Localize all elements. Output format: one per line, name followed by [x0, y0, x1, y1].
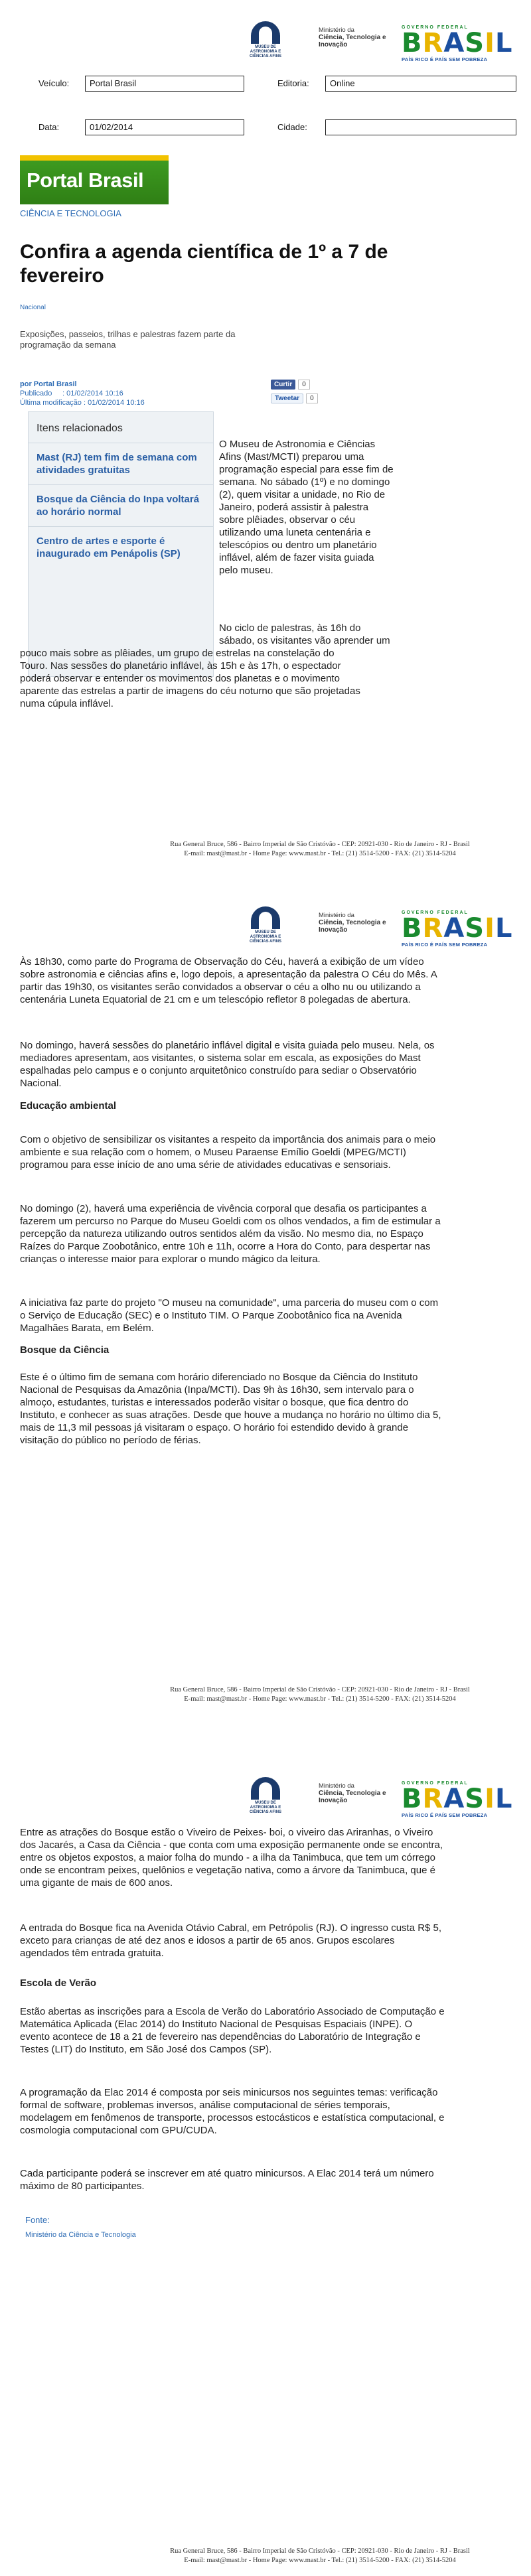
ministerio-label [319, 27, 398, 48]
observatory-dome-icon [251, 1777, 280, 1800]
paragraph-palestras-top: No ciclo de palestras, às 16h do sábado, os visitantes vão aprender um [219, 622, 390, 646]
published-label: Publicado [20, 390, 52, 397]
veiculo-label: Veículo: [38, 78, 70, 88]
observatory-dome-icon [251, 21, 280, 44]
ministerio-line2: Ciência, Tecnologia e Inovação [319, 34, 386, 48]
paragraph-museu-comunidade: A iniciativa faz parte do projeto "O museu na comunidade", uma parceria do museu com o com o Serviço de Educação (SEC) e o Instituto TIM. O Parque Zoobotânico fica na Avenida Magalhães Barata, em Belém. [20, 1297, 439, 1334]
source-link[interactable]: Ministério da Ciência e Tecnologia [25, 2231, 136, 2239]
article-headline: Confira a agenda científica de 1º a 7 de fevereiro [20, 241, 388, 287]
paragraph-domingo-mast: No domingo, haverá sessões do planetário inflável digital e visita guiada pelo museu. Nela, os mediadores apresentam, aos visitantes, o sistema solar em escala, as exposições do Mast espalhadas pelo campus e o conjunto arquitetônico construído para sediar o Observatório Nacional. [20, 1040, 435, 1089]
museu-name: MUSEU DE ASTRONOMIA E CIÊNCIAS AFINS [249, 930, 282, 944]
tweet-button[interactable]: Tweetar [271, 394, 303, 403]
paragraph-goeldi: Com o objetivo de sensibilizar os visitantes a respeito da importância dos animais para o meio ambiente e sua relação com o homem, o Museu Paraense Emílio Goeldi (MPEG/MCTI) programou para esse início de ano uma série de atividades educativas e sensoriais. [20, 1134, 436, 1171]
published-value: 01/02/2014 10:16 [66, 390, 123, 397]
clipping-page-1 [0, 0, 531, 863]
data-label: Data: [38, 122, 60, 132]
tweet-count: 0 [306, 394, 318, 403]
paragraph-elac-programacao: A programação da Elac 2014 é composta por seis minicursos nos seguintes temas: verificação formal de software, problemas inversos, análise computacional de séries temporais, modelagem em fenômenos de transporte, processos estocásticos e estatística computacional, e cosmologia computacional com GPU/CUDA. [20, 2087, 445, 2136]
paragraph-vivencia: No domingo (2), haverá uma experiência de vivência corporal que desafia os participantes a fazerem um percurso no Parque do Museu Goeldi com os olhos vendados, a fim de estimular a percepção da natureza utilizando outros sentidos além da visão. No mesmo dia, no Espaço Raízes do Parque Zoobotânico, entre 10h e 11h, ocorre a Hora do Conto, para despertar nas crianças o interesse maior para explorar o mundo mágico da leitura. [20, 1203, 441, 1265]
governo-federal-label: GOVERNO FEDERAL [402, 25, 469, 30]
editoria-label: Editoria: [277, 78, 309, 88]
museu-name: MUSEU DE ASTRONOMIA E CIÊNCIAS AFINS [249, 45, 282, 58]
related-items-heading: Itens relacionados [29, 412, 213, 443]
governo-federal-logo: GOVERNO FEDERAL BRASIL PAÍS RICO É PAÍS SEM POBREZA [402, 910, 521, 949]
facebook-like-button[interactable]: Curtir [271, 380, 295, 390]
subhead-escola-verao: Escola de Verão [20, 1977, 97, 1989]
brasil-wordmark: BRASIL [402, 1784, 513, 1814]
modified-label: Última modificação [20, 399, 82, 407]
subhead-bosque-ciencia: Bosque da Ciência [20, 1344, 110, 1356]
brasil-wordmark: BRASIL [402, 913, 513, 944]
observatory-dome-icon [251, 906, 280, 929]
governo-federal-logo: GOVERNO FEDERAL BRASIL PAÍS RICO É PAÍS SEM POBREZA [402, 1781, 521, 1820]
page-footer: Rua General Bruce, 586 - Bairro Imperial de São Cristóvão - CEP: 20921-030 - Rio de Janeiro - RJ - Brasil E-mail: mast@mast.br - Home Page: www.mast.br - Tel.: (21) 3514-5200 - FAX: (21) 3514-5204 [170, 2547, 470, 2564]
facebook-like-count: 0 [298, 380, 310, 390]
editoria-field: Online [325, 76, 516, 92]
subhead-educacao-ambiental: Educação ambiental [20, 1100, 117, 1111]
paragraph-elac-participantes: Cada participante poderá se inscrever em até quatro minicursos. A Elac 2014 terá um número máximo de 80 participantes. [20, 2168, 434, 2192]
paragraph-intro: O Museu de Astronomia e Ciências Afins (Mast/MCTI) preparou uma programação especial para esse fim de semana. No sábado (1º) e no domingo (2), quem visitar a unidade, no Rio de Janeiro, poderá assistir à palestra sobre plêiades, observar o céu utilizando uma luneta centenária e telescópios ou dentro um planetário inflável, além de fazer visita guiada pelo museu. [219, 439, 394, 576]
clipping-page-3 [0, 1725, 531, 2576]
paragraph-elac-inscricoes: Estão abertas as inscrições para a Escola de Verão do Laboratório Associado de Computação e Matemática Aplicada (Elac 2014) do Instituto Nacional de Pesquisas Espaciais (INPE). O evento acontece de 18 a 21 de fevereiro nas dependências do Laboratório de Integração e Testes (LIT) do Instituto, em São José dos Campos (SP). [20, 2006, 445, 2055]
museu-name: MUSEU DE ASTRONOMIA E CIÊNCIAS AFINS [249, 1801, 282, 1814]
paragraph-palestras-bottom: pouco mais sobre as plêiades, um grupo de estrelas na constelação do Touro. Nas sessões do planetário inflável, às 15h e às 17h, o espectador poderá observar e entender os movimentos dos planetas e o movimento aparente das estrelas a partir de imagens do céu noturno que são projetadas numa cúpula inflável. [20, 648, 360, 709]
related-item-link[interactable]: Bosque da Ciência do Inpa voltará ao horário normal [29, 485, 213, 527]
related-item-link[interactable]: Mast (RJ) tem fim de semana com atividades gratuitas [29, 443, 213, 485]
museu-astronomia-logo [247, 1776, 284, 1814]
related-items-box [28, 411, 214, 677]
ministerio-label: Ministério da Ciência, Tecnologia e Inovação [319, 912, 386, 934]
section-label: CIÊNCIA E TECNOLOGIA [20, 208, 121, 218]
veiculo-field: Portal Brasil [85, 76, 244, 92]
brasil-slogan: PAÍS RICO É PAÍS SEM POBREZA [402, 56, 488, 62]
social-share [271, 380, 331, 407]
portal-brasil-logo-text: Portal Brasil [27, 169, 144, 192]
article-subtitle: Exposições, passeios, trilhas e palestras fazem parte da programação da semana [20, 329, 236, 350]
header-logos [247, 905, 526, 952]
brasil-wordmark: BRASIL [402, 28, 513, 58]
paragraph-bosque-horario: Este é o último fim de semana com horário diferenciado no Bosque da Ciência do Instituto Nacional de Pesquisas da Amazônia (Inpa/MCTI). Das 9h às 16h30, sem intervalo para o almoço, estudantes, turistas e interessados poderão visitar o bosque, que fica dentro do Instituto, e conhecer as suas atrações. Desde que houve a mudança no horário no último dia 5, mais de 11,3 mil pessoas já visitaram o espaço. O horário foi estendido devido à grande visitação do público no período de férias. [20, 1372, 441, 1446]
ministerio-line1: Ministério da [319, 27, 354, 34]
data-field: 01/02/2014 [85, 119, 244, 135]
page-footer [127, 840, 512, 859]
source-label: Fonte: [25, 2215, 50, 2225]
paragraph-bosque-atracoes: Entre as atrações do Bosque estão o Viveiro de Peixes- boi, o viveiro das Ariranhas, o Viveiro dos Jacarés, a Casa da Ciência - que conta com uma exposição permanente onde se encontra, entre os objetos expostos, a maior folha do mundo - a ilha da Tanimbuca, que tem um córrego onde se encontram peixes, quelônios e vegetação nativa, como a árvore da Tanimbuca, que é uma gigante de mais de 600 anos. [20, 1827, 443, 1889]
article-author: por Portal Brasil [20, 380, 77, 388]
paragraph-bosque-entrada: A entrada do Bosque fica na Avenida Otávio Cabral, em Petrópolis (RJ). O ingresso custa R$ 5, exceto para crianças de até dez anos e idosos a partir de 65 anos. Grupos escolares agendados têm entrada gratuita. [20, 1922, 442, 1959]
governo-federal-logo [402, 25, 521, 64]
paragraph-observacao: Às 18h30, como parte do Programa de Observação do Céu, haverá a exibição de um vídeo sobre astronomia e ciências afins e, logo depois, a apresentação da palestra O Céu do Mês. A partir das 19h30, os visitantes serão convidados a observar o céu a olho nu ou utilizando a centenária Luneta Equatorial de 21 cm e um telescópio refletor 8 polegadas de abertura. [20, 956, 437, 1005]
museu-astronomia-logo [247, 905, 284, 944]
footer-contact: E-mail: mast@mast.br - Home Page: www.mast.br - Tel.: (21) 3514-5200 - FAX: (21) 3514-5204 [184, 850, 456, 857]
modified-value: 01/02/2014 10:16 [88, 399, 145, 407]
page-footer: Rua General Bruce, 586 - Bairro Imperial de São Cristóvão - CEP: 20921-030 - Rio de Janeiro - RJ - Brasil E-mail: mast@mast.br - Home Page: www.mast.br - Tel.: (21) 3514-5200 - FAX: (21) 3514-5204 [170, 1686, 470, 1703]
clipping-page-2 [0, 863, 531, 1725]
article-category: Nacional [20, 304, 46, 311]
museu-astronomia-logo [247, 20, 284, 58]
portal-brasil-logo [20, 155, 169, 204]
article-byline: por Portal Brasil Publicado : 01/02/2014 10:16 Última modificação : 01/02/2014 10:16 [20, 380, 199, 407]
cidade-field [325, 119, 516, 135]
ministerio-label: Ministério da Ciência, Tecnologia e Inovação [319, 1782, 386, 1804]
cidade-label: Cidade: [277, 122, 307, 132]
footer-address: Rua General Bruce, 586 - Bairro Imperial de São Cristóvão - CEP: 20921-030 - Rio de Janeiro - RJ - Brasil [170, 841, 470, 848]
header-logos [247, 20, 526, 66]
header-logos [247, 1776, 526, 1822]
related-item-link[interactable]: Centro de artes e esporte é inaugurado em Penápolis (SP) [37, 536, 181, 559]
